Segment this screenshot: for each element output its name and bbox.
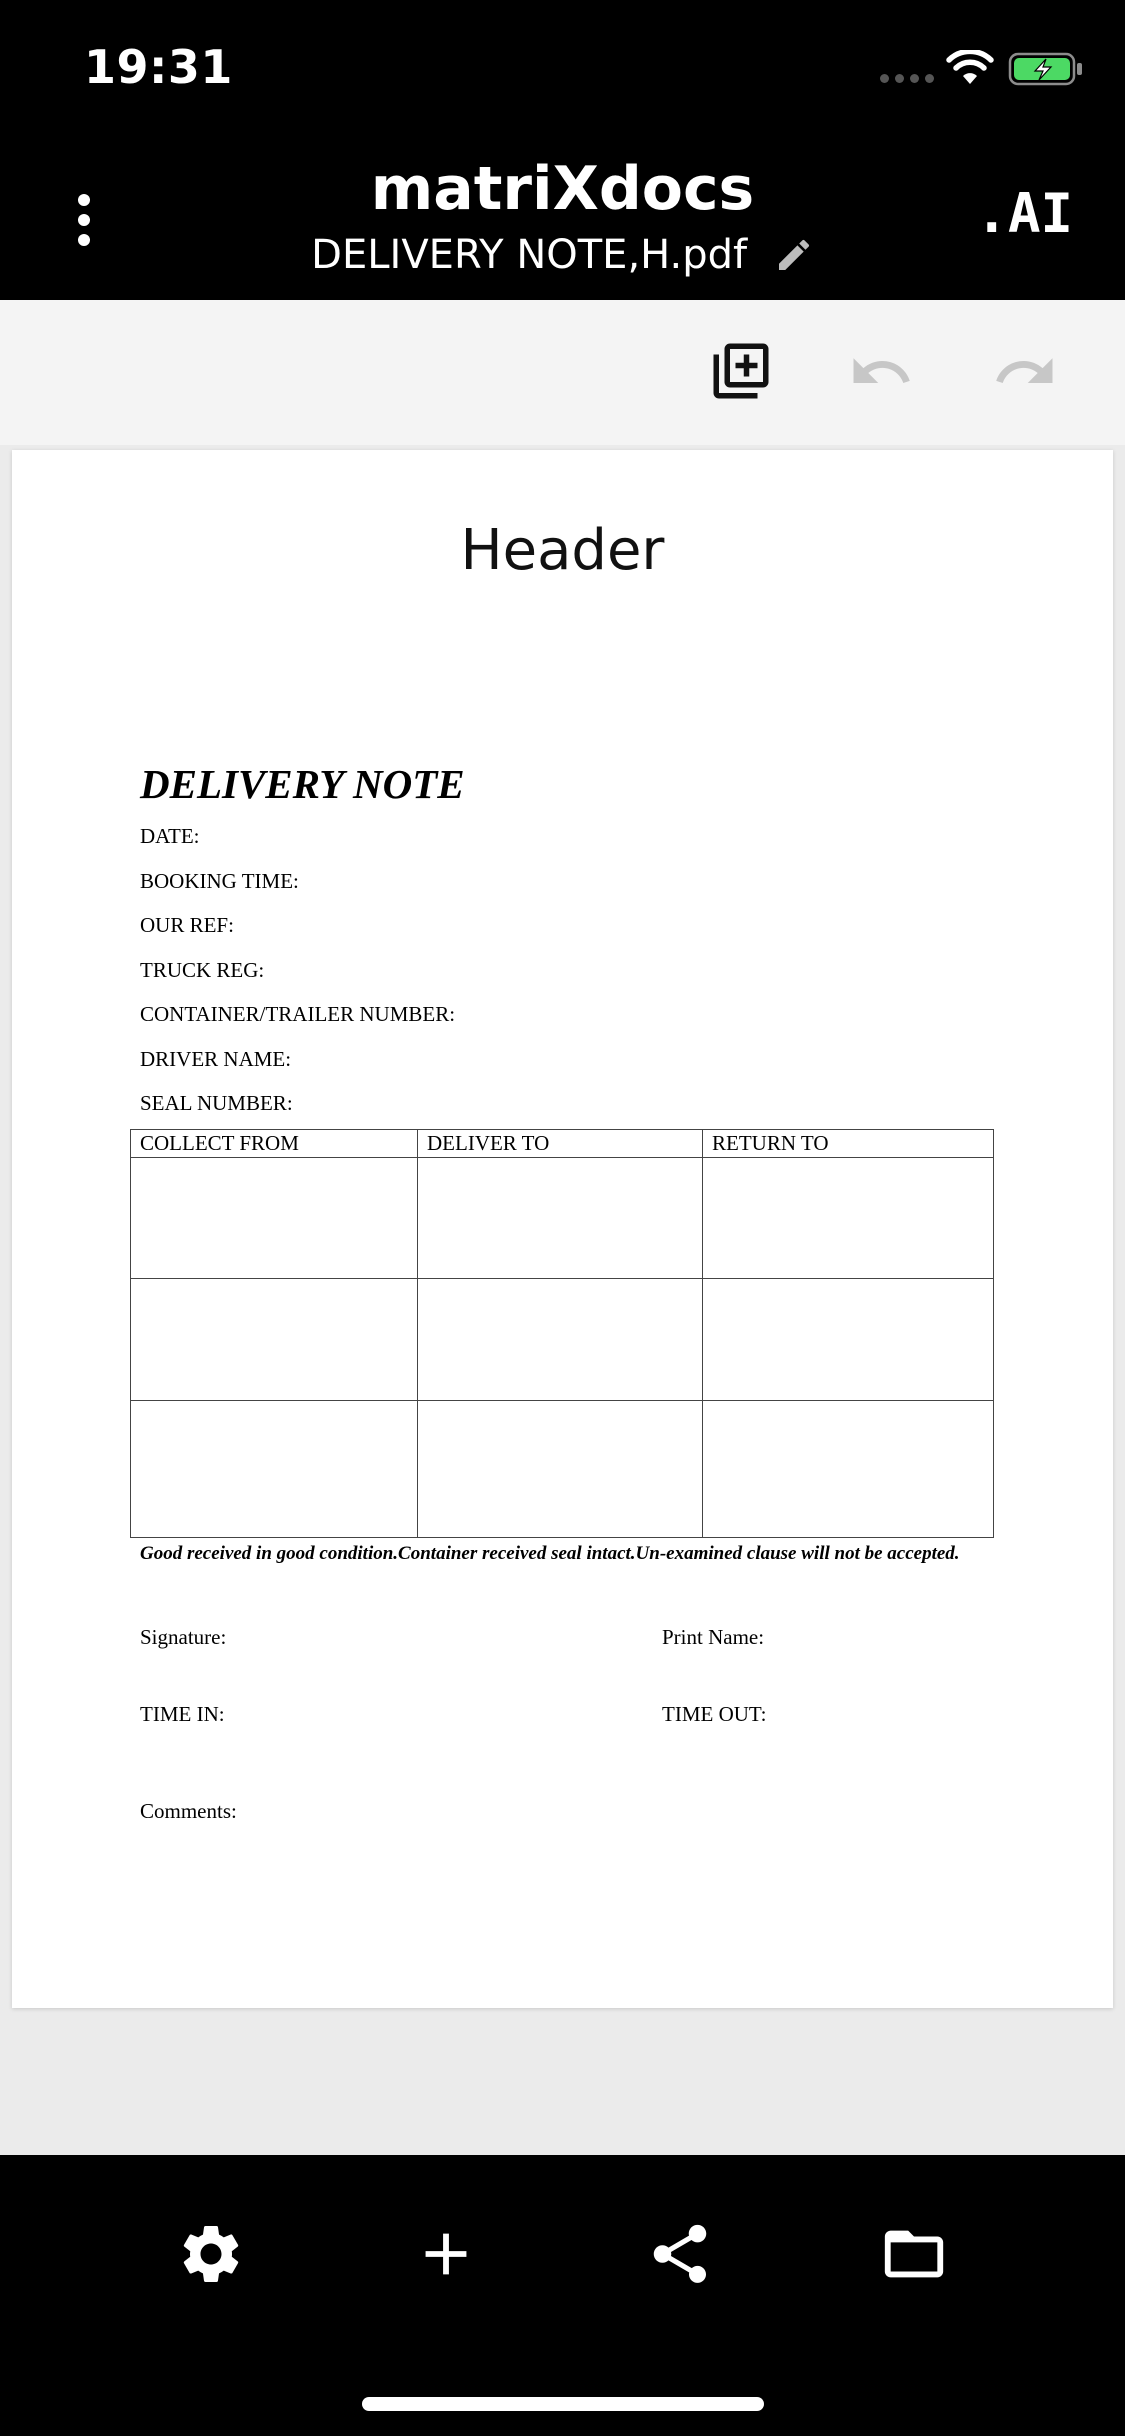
field-date: DATE:: [140, 824, 200, 848]
table-cell[interactable]: [131, 1401, 418, 1538]
undo-icon[interactable]: [848, 344, 914, 400]
field-seal-number: SEAL NUMBER:: [140, 1091, 293, 1115]
status-time: 19:31: [84, 40, 233, 94]
status-bar: [0, 0, 1125, 140]
column-header-collect-from: COLLECT FROM: [131, 1130, 418, 1158]
table-cell[interactable]: [131, 1279, 418, 1401]
time-in-label: TIME IN:: [140, 1702, 225, 1726]
app-title: matriXdocs: [370, 154, 755, 224]
delivery-table: [130, 1129, 994, 1538]
time-out-label: TIME OUT:: [662, 1702, 767, 1726]
field-driver-name: DRIVER NAME:: [140, 1047, 292, 1071]
table-cell[interactable]: [703, 1401, 994, 1538]
editor-toolbar: [0, 300, 1125, 445]
document-viewer[interactable]: [0, 445, 1125, 2155]
ai-button[interactable]: .AI: [975, 182, 1073, 245]
table-cell[interactable]: [131, 1158, 418, 1279]
add-icon[interactable]: [411, 2219, 481, 2289]
delivery-note-title: DELIVERY NOTE: [140, 761, 465, 807]
signature-label: Signature:: [140, 1625, 227, 1649]
table-cell[interactable]: [418, 1158, 703, 1279]
battery-charging-icon: [1008, 52, 1084, 86]
table-row: [131, 1158, 994, 1279]
field-our-ref: OUR REF:: [140, 913, 234, 937]
home-indicator[interactable]: [362, 2397, 764, 2411]
table-cell[interactable]: [418, 1279, 703, 1401]
settings-icon[interactable]: [176, 2219, 246, 2289]
cellular-signal-icon: [880, 74, 934, 83]
document-page[interactable]: [12, 450, 1113, 2008]
file-name[interactable]: DELIVERY NOTE,H.pdf: [311, 232, 748, 278]
column-header-return-to: RETURN TO: [703, 1130, 994, 1158]
condition-note: Good received in good condition.Container received seal intact.Un-examined clause will not be accepted.: [140, 1543, 960, 1564]
table-row: [131, 1401, 994, 1538]
print-name-label: Print Name:: [662, 1625, 765, 1649]
file-name-row[interactable]: [0, 230, 1125, 278]
add-page-icon[interactable]: [708, 338, 774, 404]
share-icon[interactable]: [645, 2219, 715, 2289]
bottom-navigation-bar: [0, 2155, 1125, 2436]
table-cell[interactable]: [703, 1279, 994, 1401]
app-header: [0, 140, 1125, 300]
document-header[interactable]: Header: [460, 518, 665, 583]
field-booking-time: BOOKING TIME:: [140, 869, 299, 893]
table-cell[interactable]: [703, 1158, 994, 1279]
table-cell[interactable]: [418, 1401, 703, 1538]
redo-icon[interactable]: [992, 344, 1058, 400]
comments-label: Comments:: [140, 1799, 237, 1823]
field-truck-reg: TRUCK REG:: [140, 958, 265, 982]
field-container-number: CONTAINER/TRAILER NUMBER:: [140, 1002, 456, 1026]
column-header-deliver-to: DELIVER TO: [418, 1130, 703, 1158]
folder-icon[interactable]: [879, 2219, 949, 2289]
edit-pencil-icon[interactable]: [774, 235, 814, 275]
wifi-icon: [946, 50, 994, 86]
table-row: [131, 1279, 994, 1401]
